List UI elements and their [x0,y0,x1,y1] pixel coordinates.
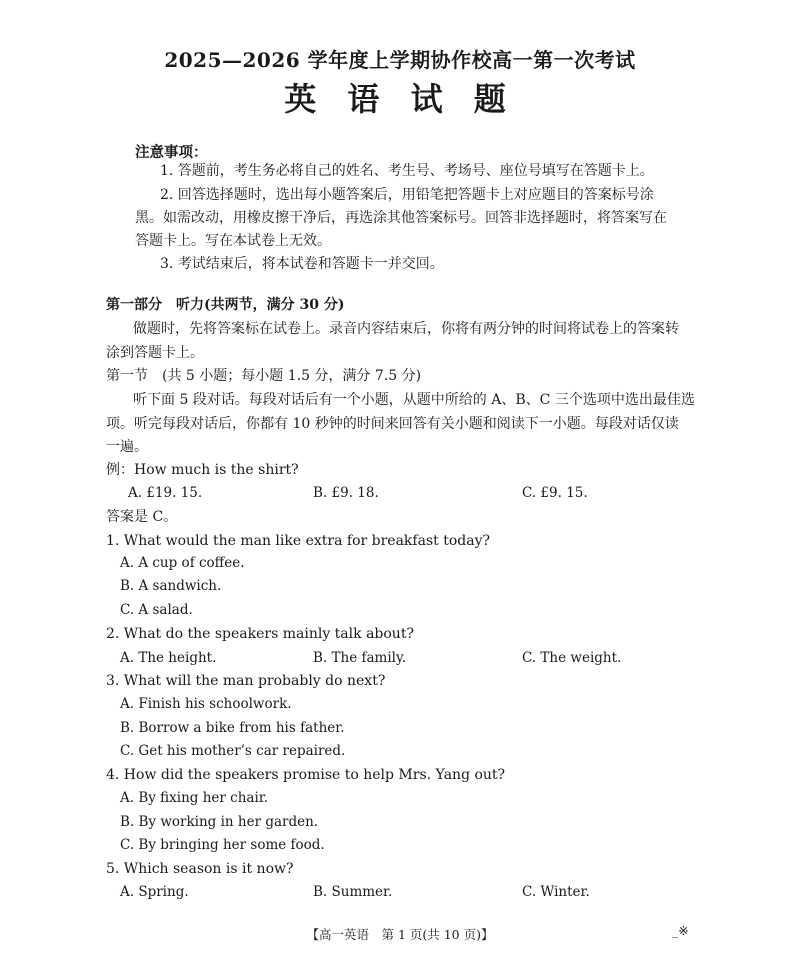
option-item: C. The weight. [522,650,622,666]
question-stem: 2. What do the speakers mainly talk about? [106,626,414,642]
subject-title: 英 语 试 题 [284,80,516,118]
question-stem: 5. Which season is it now? [106,861,294,877]
option-item: A. Spring. [120,884,189,900]
notice-heading: 注意事项： [135,144,208,161]
example-question: 例：How much is the shirt? [106,462,299,478]
example-option-c: C. £9. 15. [522,485,588,501]
notice-line: 3. 考试结束后，将本试卷和答题卡一并交回。 [160,256,444,272]
section1-intro-line: 项。听完每段对话后，你都有 10 秒钟的时间来回答有关小题和阅读下一小题。每段对话仅读 [106,416,679,432]
section1-intro-line: 一遍。 [106,439,148,455]
option-item: C. By bringing her some food. [120,837,325,853]
section1-intro-line: 听下面 5 段对话。每段对话后有一个小题，从题中所给的 A、B、C 三个选项中选出最佳选 [133,392,695,408]
option-item: B. A sandwich. [120,578,222,594]
question-stem: 4. How did the speakers promise to help Mrs. Yang out? [106,767,506,783]
option-item: C. A salad. [120,602,193,618]
notice-line: 2. 回答选择题时，选出每小题答案后，用铅笔把答题卡上对应题目的答案标号涂 [160,187,654,203]
option-item: B. By working in her garden. [120,814,319,830]
question-stem: 1. What would the man like extra for breakfast today? [106,533,490,549]
exam-title: 2025—2026 学年度上学期协作校高一第一次考试 [164,48,636,72]
footer-mark: _※ [672,923,689,938]
question-stem: 3. What will the man probably do next? [106,673,386,689]
part1-intro-line: 做题时，先将答案标在试卷上。录音内容结束后，你将有两分钟的时间将试卷上的答案转 [133,321,679,337]
option-item: C. Get his mother’s car repaired. [120,743,346,759]
option-item: A. A cup of coffee. [120,555,245,571]
option-item: A. The height. [120,650,217,666]
option-item: C. Winter. [522,884,590,900]
option-item: B. Borrow a bike from his father. [120,720,345,736]
part1-heading: 第一部分 听力(共两节，满分 30 分) [106,297,345,313]
example-option-a: A. £19. 15. [128,485,203,501]
option-item: B. The family. [313,650,407,666]
page-footer: 【高一英语 第 1 页(共 10 页)】 [306,927,494,942]
example-answer: 答案是 C。 [106,509,178,525]
example-option-b: B. £9. 18. [313,485,379,501]
option-item: A. Finish his schoolwork. [120,696,292,712]
notice-line: 黑。如需改动，用橡皮擦干净后，再选涂其他答案标号。回答非选择题时，将答案写在 [135,210,667,226]
option-item: A. By fixing her chair. [120,790,269,806]
option-item: B. Summer. [313,884,393,900]
section1-heading: 第一节 (共 5 小题；每小题 1.5 分，满分 7.5 分) [106,368,422,384]
notice-line: 1. 答题前，考生务必将自己的姓名、考生号、考场号、座位号填写在答题卡上。 [160,163,654,179]
notice-line: 答题卡上。写在本试卷上无效。 [135,233,331,249]
part1-intro-line: 涂到答题卡上。 [106,345,204,361]
